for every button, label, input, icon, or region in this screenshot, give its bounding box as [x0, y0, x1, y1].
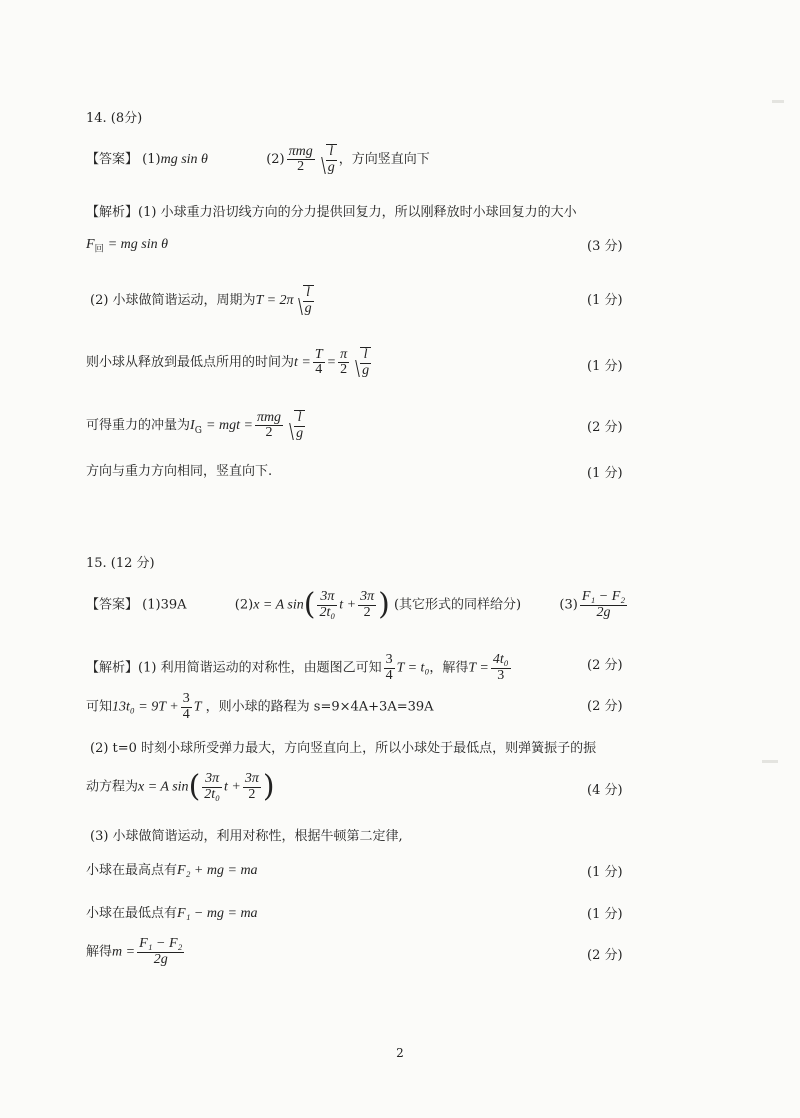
q15-score-2: (2 分) — [587, 699, 623, 714]
answer-label: 【答案】 — [86, 597, 139, 613]
q14-ans1-label: (1) — [142, 152, 161, 168]
q14-score-1: (3 分) — [587, 239, 623, 254]
q15-score-7: (1 分) — [587, 907, 623, 922]
q15-answer-line: 【答案】 (1)39A (2)x = A sin( $\frac{3\pi}{\text{2t₀}}$ t + $\frac{3\pi}{2}$ ) (其它形式的同样给分) (3) $\frac{\text{F₁ − F₂}}{2g}$ — [86, 587, 626, 623]
page-number: 2 — [396, 1046, 404, 1060]
q14-analysis-1 — [86, 206, 577, 219]
q14-analysis-3: 则小球从释放到最低点所用的时间为t = $\frac{T}{4}$ = $\frac{\pi}{2}$ $\frac{l}{g}$ — [86, 347, 373, 378]
q14-ans2-tail: ，方向竖直向下 — [338, 152, 430, 168]
q15-ans2-note: (其它形式的同样给分) — [393, 597, 522, 613]
q15-score-1: (2 分) — [587, 658, 623, 673]
q14-analysis-5: 方向与重力方向相同，竖直向下. — [86, 464, 273, 479]
q15-score-6: (1 分) — [587, 865, 623, 880]
q15-analysis-8: 解得m = $\frac{\text{F₁ − F₂}}{2g}$ — [86, 936, 183, 967]
q14-ans1-expr: mg sin θ — [160, 152, 208, 168]
q14-ans2-label: (2) — [266, 152, 285, 168]
q14-analysis-4: 可得重力的冲量为$I_G$ = mgt = $\frac{\text{πmg}}{2}$ $\frac{l}{g}$ — [86, 410, 307, 441]
q14-ans2-frac: $\frac{\text{πmg}}{2}$ — [288, 143, 313, 175]
q15-analysis-4: 动方程为x = A sin( $\frac{3\pi}{\text{2t₀}}$ t + $\frac{3\pi}{2}$ ) — [86, 769, 275, 805]
q14-score-2: (1 分) — [587, 293, 623, 308]
q14-analysis-1-formula: $F_回$ = mg sin θ — [86, 237, 168, 255]
q15-analysis-3: (2) t=0 时刻小球所受弹力最大，方向竖直向上，所以小球处于最低点，则弹簧振子的振 — [90, 741, 597, 756]
q15-score-4: (4 分) — [587, 783, 623, 798]
q15-analysis-5: (3) 小球做简谐运动，利用对称性，根据牛顿第二定律, — [90, 829, 403, 844]
sqrt-l-over-g: $\frac{l}{g}$ — [317, 144, 339, 175]
q14-analysis-1-text: (1) 小球重力沿切线方向的分力提供回复力，所以刚释放时小球回复力的大小 — [138, 205, 577, 220]
q14-analysis-2: (2) 小球做简谐运动，周期为T = 2π $\frac{l}{g}$ — [90, 285, 316, 316]
analysis-label: 【解析】 — [86, 205, 139, 220]
q14-score-5: (1 分) — [587, 466, 623, 481]
q15-analysis-1: 【解析】(1) 利用简谐运动的对称性，由题图乙可知 $\frac{3}{4}$ T = t₀，解得T = $\frac{\text{4t₀}}{3}$ — [86, 652, 509, 683]
scan-smudge — [772, 100, 784, 103]
q14-heading: 14. (8分) — [86, 111, 143, 126]
answer-label: 【答案】 — [86, 152, 139, 168]
q15-analysis-6: 小球在最高点有F₂ + mg = ma — [86, 863, 258, 878]
q15-score-8: (2 分) — [587, 948, 623, 963]
q15-ans1: (1)39A — [142, 597, 187, 613]
q15-ans2-label: (2) — [234, 597, 254, 613]
analysis-label: 【解析】 — [86, 660, 139, 676]
scan-smudge — [762, 760, 778, 763]
q15-heading: 15. (12 分) — [86, 556, 155, 571]
q14-score-4: (2 分) — [587, 420, 623, 435]
q15-analysis-7: 小球在最低点有F₁ − mg = ma — [86, 906, 258, 921]
q15-ans3-label: (3) — [559, 597, 578, 613]
q14-score-3: (1 分) — [587, 359, 623, 374]
q14-answer-line — [86, 144, 430, 175]
q15-ans3-frac: $\frac{\text{F₁ − F₂}}{2g}$ — [581, 589, 626, 620]
q15-analysis-2: 可知13t₀ = 9T + $\frac{3}{4}$ T ，则小球的路程为 s=9×4A+3A=39A — [86, 691, 434, 722]
